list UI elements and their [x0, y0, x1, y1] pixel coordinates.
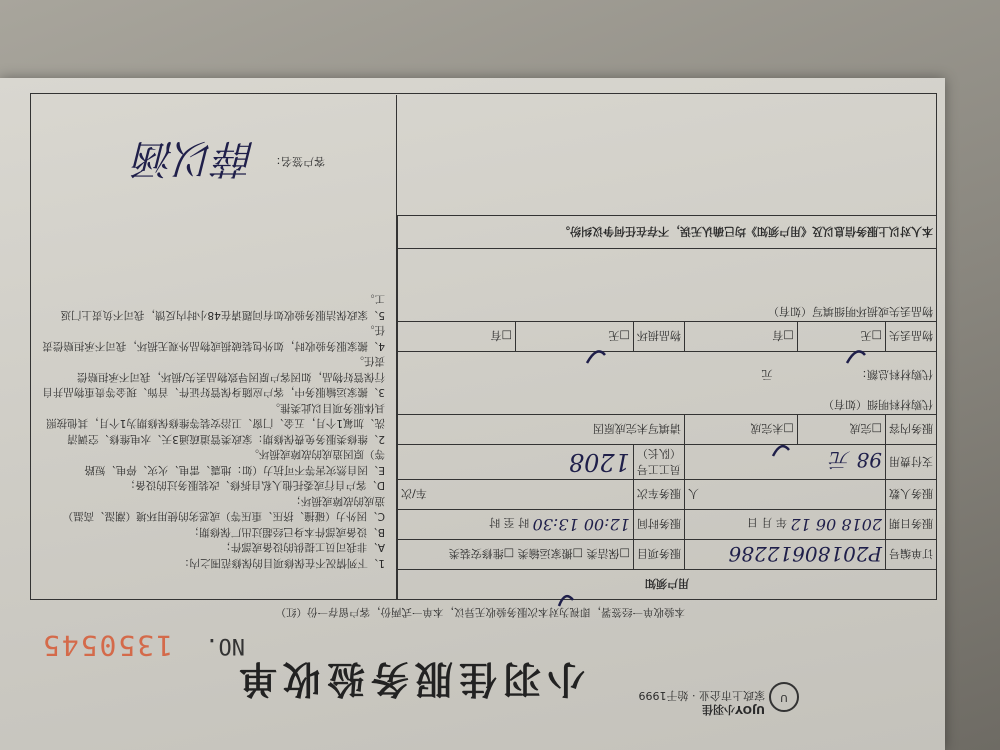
- loss-none: □无: [797, 322, 885, 352]
- term-line: 4、搬家服务验收时，如外包装破损或物品外观无损坏，我司不承担赔偿责任。: [42, 324, 385, 352]
- damage-detail-label: 物品丢失或损坏明细填写（如有）: [768, 305, 933, 318]
- content-reason: 请填写未完成原因: [398, 415, 685, 445]
- term-line: 洗、加氟1个月，五金、门窗、卫浴安装等维修保修期为1个月，其他按照具体服务项目以此类推。: [46, 402, 385, 430]
- staff-count-label: 服务人数: [886, 480, 937, 510]
- time-label: 服务时间: [633, 510, 684, 540]
- staff-count-value: 人: [684, 480, 885, 510]
- check-mark-no-loss: [847, 351, 865, 363]
- brand-name: UJOY小羽佳: [702, 703, 765, 716]
- term-line: A、非我司员工提供的设备或部件；: [220, 541, 385, 554]
- term-line: 5、家政保洁服务验收如有问题请在48小时内反馈，我司不负责上门返工。: [60, 293, 385, 321]
- option-moving: □搬家运输类: [517, 547, 584, 561]
- term-line: 行保管好物品，如因客户原因导致物品丢失/损坏，我司不承担赔偿: [76, 371, 385, 383]
- option-cleaning: □保洁类: [586, 547, 630, 561]
- date-label: 服务日期: [886, 510, 937, 540]
- damage-loss-label: 物品丢失: [886, 322, 937, 352]
- receipt-paper: [0, 78, 945, 750]
- payment-value: 98 元: [684, 445, 885, 480]
- service-item-label: 服务项目: [633, 540, 684, 570]
- worker-value: 1208: [398, 445, 634, 480]
- payment-label: 支付费用: [886, 445, 937, 480]
- time-value: 12:00 13:30: [532, 515, 630, 534]
- form-title: 小羽佳服务验收单: [232, 657, 585, 702]
- check-mark-no-damage: [587, 351, 605, 363]
- term-line: 等）原因造成的故障或损坏。: [248, 448, 385, 461]
- section-title: 用户须知: [398, 570, 937, 600]
- term-line: C、因外力（碰撞、挤压、重压等）或恶劣的使用环境（潮湿、高温）: [62, 510, 385, 523]
- term-line: 1、下列情况不在保修项目的保修范围之内：: [178, 557, 385, 569]
- term-line: 责任。: [353, 355, 385, 368]
- check-mark-cleaning: [559, 596, 573, 606]
- confirm-statement: 本人对以上服务信息以及《用户须知》均已确认无误，不存在任何争议纠纷。: [398, 216, 937, 249]
- damage-yes: □有: [398, 322, 516, 352]
- vehicle-label: 服务车次: [633, 480, 684, 510]
- term-line: E、因自然灾害等不可抗力（如：地震、雷电、火灾、停电、短路: [84, 464, 385, 476]
- proxy-fee-unit: 元: [761, 368, 773, 381]
- loss-yes: □有: [684, 322, 797, 352]
- number-label: NO.: [205, 633, 245, 658]
- acceptance-notice: 本验收单一经签署，即视为对本次服务验收无异议，本单一式两份，客户留存一份（红）: [275, 606, 685, 618]
- damage-label: 物品损坏: [633, 322, 684, 352]
- content-not-done: □未完成: [684, 415, 797, 445]
- time-range: 时 至 时: [489, 516, 530, 529]
- term-line: 2、维修类服务免费保修期：家政类管道疏通3天、水电维修、空调清: [67, 433, 385, 445]
- service-acceptance-form: [0, 78, 945, 750]
- term-line: 造成的故障或损坏；: [290, 495, 385, 507]
- proxy-fee-label: 代购材料总额：: [856, 368, 933, 381]
- date-value: 2018 06 12: [790, 515, 882, 534]
- content-label: 服务内容: [886, 415, 937, 445]
- handwritten-marks: [0, 78, 945, 750]
- content-done: □完成: [797, 415, 885, 445]
- vehicle-value: 车/次: [398, 480, 634, 510]
- term-line: B、设备或部件本身已经超过出厂保修期；: [188, 526, 385, 538]
- term-line: 3、搬家运输服务中，客户应随身保管好证件、首饰、现金等贵重物品并自: [42, 386, 385, 399]
- option-repair: □维修安装类: [448, 547, 515, 561]
- check-mark-done: [773, 446, 789, 456]
- worker-label: 员工工号（队长）: [633, 445, 684, 480]
- brand-slogan: 家政上市企业 · 始于1999: [638, 689, 765, 702]
- brand-logo-icon: U: [769, 682, 799, 712]
- damage-none: □无: [515, 322, 633, 352]
- order-no-label: 订单编号: [886, 540, 937, 570]
- order-no-value: P20180612286: [684, 540, 885, 570]
- customer-signature: 薛以涵: [135, 135, 255, 181]
- date-suffix: 年 月 日: [746, 516, 787, 529]
- serial-number: 1350545: [40, 629, 173, 662]
- proxy-purchase-label: 代购材料明细（如有）: [823, 398, 933, 411]
- signature-label: 客户签名：: [270, 155, 325, 168]
- term-line: D、客户自行或委托他人私自拆修、改装服务过的设备；: [124, 479, 385, 492]
